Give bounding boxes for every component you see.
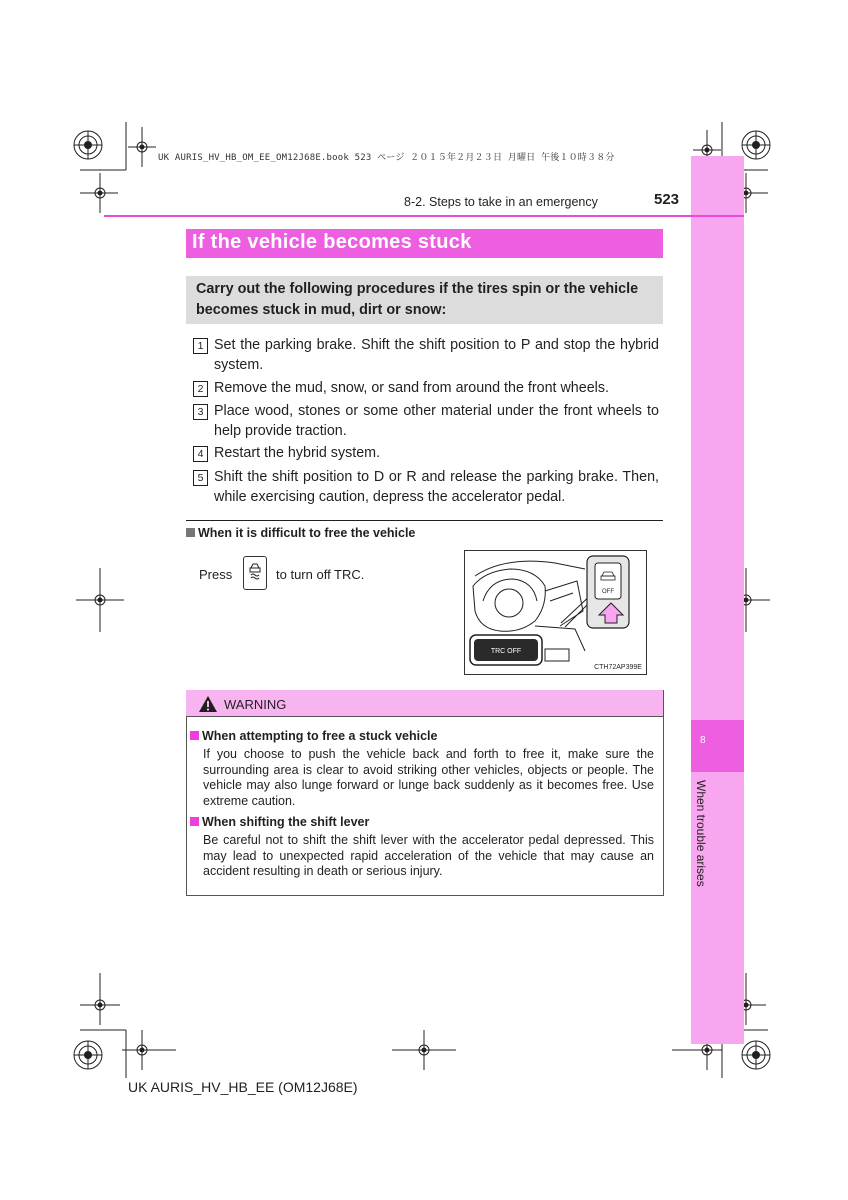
warning-item-heading-text: When attempting to free a stuck vehicle xyxy=(202,729,438,743)
step-text: Set the parking brake. Shift the shift position to P and stop the hybrid system. xyxy=(214,337,659,373)
chapter-number: 8 xyxy=(700,735,706,746)
page-title-bar xyxy=(186,229,663,258)
warning-label: WARNING xyxy=(224,697,287,712)
footer-text: UK AURIS_HV_HB_EE (OM12J68E) xyxy=(128,1079,358,1095)
intro-box xyxy=(186,276,663,324)
warning-item-heading-text: When shifting the shift lever xyxy=(202,815,370,829)
subsection-heading-text: When it is difficult to free the vehicle xyxy=(198,526,416,540)
trc-off-callout-label: TRC OFF xyxy=(490,648,522,655)
trc-off-button-icon xyxy=(243,556,267,590)
warning-item-heading xyxy=(190,729,437,743)
step-text: Place wood, stones or some other material under the front wheels to help provide traction. xyxy=(214,403,659,439)
step-item xyxy=(193,402,659,442)
subsection-heading xyxy=(186,526,415,540)
step-number: 3 xyxy=(193,404,208,420)
press-text: Press xyxy=(199,567,233,582)
step-text: Restart the hybrid system. xyxy=(214,445,381,461)
chapter-side-tab xyxy=(691,156,744,1044)
square-bullet-icon xyxy=(190,817,199,826)
header-rule xyxy=(104,215,744,217)
warning-item-heading xyxy=(190,815,369,829)
step-item xyxy=(193,468,659,508)
step-text: Remove the mud, snow, or sand from around the front wheels. xyxy=(214,380,609,396)
warning-item-body: Be careful not to shift the shift lever with the accelerator pedal depressed. This may lead to unexpected rapid acceleration of the vehicle that may cause an accident resulting in death or serious injury. xyxy=(203,833,654,879)
step-item xyxy=(193,444,659,464)
square-bullet-icon xyxy=(186,528,195,537)
step-text: Shift the shift position to D or R and release the parking brake. Then, while exercising caution, depress the accelerator pedal. xyxy=(214,469,659,505)
step-number: 2 xyxy=(193,381,208,397)
step-number: 5 xyxy=(193,470,208,486)
figure-code: CTH72AP399E xyxy=(594,664,642,671)
button-off-label: OFF xyxy=(602,589,614,595)
section-title: 8-2. Steps to take in an emergency xyxy=(404,195,598,209)
chapter-title: When trouble arises xyxy=(694,780,708,887)
page-number: 523 xyxy=(654,191,680,208)
step-number: 1 xyxy=(193,338,208,354)
chapter-number-block xyxy=(691,720,744,772)
page-title: If the vehicle becomes stuck xyxy=(192,231,472,253)
print-header: UK AURIS_HV_HB_OM_EE_OM12J68E.book 523 ページ ２０１５年２月２３日 月曜日 午後１０時３８分 xyxy=(158,153,615,163)
dashboard-figure xyxy=(464,550,647,675)
turn-off-trc-text: to turn off TRC. xyxy=(276,567,365,582)
step-number: 4 xyxy=(193,446,208,462)
step-item xyxy=(193,379,659,399)
warning-item-body: If you choose to push the vehicle back and forth to free it, make sure the surrounding area is clear to avoid striking other vehicles, objects or people. The vehicle may also lunge forward or lunge back suddenly as it becomes free. Use extreme caution. xyxy=(203,747,654,808)
warning-triangle-icon xyxy=(198,695,218,718)
step-item xyxy=(193,336,659,376)
square-bullet-icon xyxy=(190,731,199,740)
section-divider xyxy=(186,520,663,521)
chapter-title-vertical xyxy=(688,780,712,900)
intro-text: Carry out the following procedures if the tires spin or the vehicle becomes stuck in mud, dirt or snow: xyxy=(196,281,639,318)
